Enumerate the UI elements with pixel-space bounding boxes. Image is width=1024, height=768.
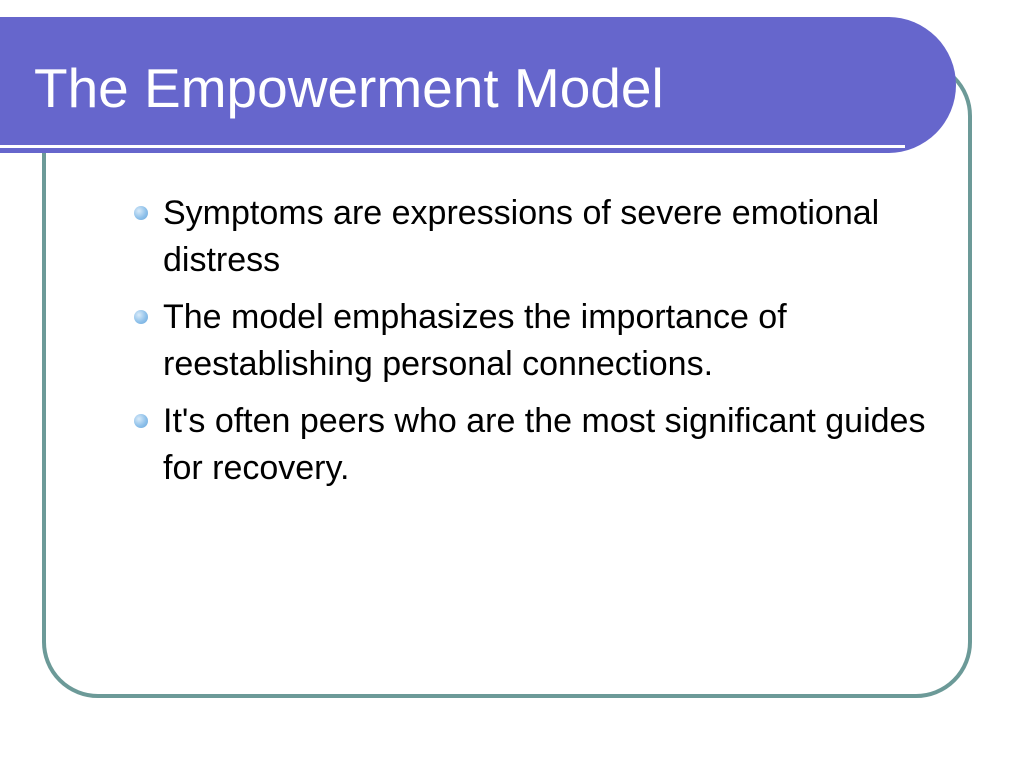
- bullet-dot-icon: [134, 206, 148, 220]
- bullet-dot-icon: [134, 310, 148, 324]
- bullet-item: [132, 190, 952, 284]
- title-underline: [0, 145, 905, 148]
- slide-title: The Empowerment Model: [34, 57, 664, 119]
- bullet-text: It's often peers who are the most significant guides for recovery.: [163, 402, 926, 487]
- bullet-item: [132, 398, 952, 492]
- bullet-list: [132, 190, 952, 502]
- bullet-text: The model emphasizes the importance of reestablishing personal connections.: [163, 298, 787, 383]
- title-bar: [0, 17, 956, 153]
- bullet-text: Symptoms are expressions of severe emotional distress: [163, 194, 880, 279]
- bullet-dot-icon: [134, 414, 148, 428]
- bullet-item: [132, 294, 952, 388]
